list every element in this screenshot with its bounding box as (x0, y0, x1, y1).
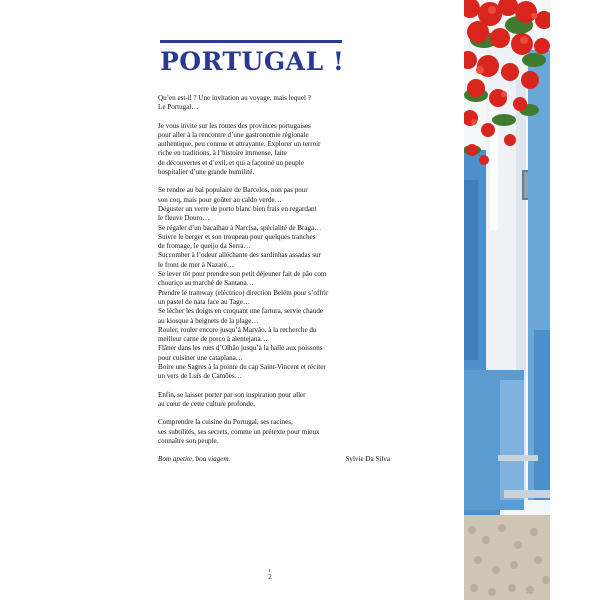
body-line: de fromage, le queijo da Serra… (158, 242, 251, 251)
body-line: Suivre le berger et son troupeau pour quelques tranches (158, 232, 316, 241)
title-block (160, 40, 345, 77)
body-line: Se rendre au bal populaire de Barcelos, non pas pour (158, 186, 308, 195)
body-text (158, 94, 390, 464)
paragraph-gap (158, 409, 390, 418)
body-line: riche en traditions, à l’histoire immense, faite (158, 149, 287, 158)
author-signature: Sylvie Da Silva (345, 455, 390, 464)
body-line: au kiosque à beignets de la plage… (158, 316, 259, 325)
street-with-bougainvillea-icon (464, 0, 550, 600)
street-photo (464, 0, 550, 600)
body-line: son coq, mais pour goûter au caldo verde… (158, 195, 282, 204)
body-line: le front de mer à Nazaré… (158, 260, 234, 269)
body-line: au cœur de cette culture profonde. (158, 399, 255, 408)
body-line: hospitalier d’une grande humilité. (158, 168, 255, 177)
body-line: Comprendre la cuisine du Portugal, ses racines, (158, 418, 293, 427)
paragraph-gap (158, 446, 390, 455)
body-line: Le Portugal… (158, 103, 199, 112)
title-rule (160, 40, 342, 43)
body-line: Boire une Sagres à la pointe du cap Saint-Vincent et réciter (158, 363, 326, 372)
body-line: pour cuisiner une cataplana… (158, 353, 243, 362)
page-title: PORTUGAL ! (160, 47, 345, 76)
paragraph-gap (158, 382, 390, 391)
body-line: Enfin, se laisser porter par son inspiration pour aller (158, 390, 306, 399)
page-number: 2 (264, 573, 276, 581)
body-line: chouriço au marché de Santana… (158, 279, 254, 288)
body-line: Prendre le tramway (eléctrico) direction Belém pour s’offrir (158, 288, 329, 297)
body-line: un pastel de nata face au Tage… (158, 297, 250, 306)
body-line: authentique, peu connue et attrayante. Explorer un terroir (158, 140, 321, 149)
body-line: un vers de Luís de Camões… (158, 372, 242, 381)
body-line: Se régaler d’un bacalhau à Narcisa, spécialité de Braga… (158, 223, 322, 232)
body-line: Rouler, rouler encore jusqu’à Marvão, à la recherche du (158, 325, 317, 334)
body-line: Se lever tôt pour prendre son petit déjeuner fait de pão com (158, 270, 327, 279)
body-line: Déguster un verre de porto blanc bien frais en regardant (158, 204, 317, 213)
body-line: de découvertes et d’exil, et qui a façonné un peuple (158, 158, 304, 167)
body-line: Se lécher les doigts en croquant une fartura, servie chaude (158, 307, 324, 316)
body-line: ses subtilités, ses secrets, comme un prétexte pour mieux (158, 427, 320, 436)
body-line: connaître son peuple. (158, 436, 219, 445)
body-line: Flâner dans les rues d’Olhão jusqu’à la halle aux poissons (158, 344, 323, 353)
body-line: Bom apetite, boa viagem. (158, 455, 231, 464)
paragraph-gap (158, 177, 390, 186)
body-line: Succomber à l’odeur alléchante des sardinhas assadas sur (158, 251, 321, 260)
body-line: meilleur carne de porco à alentejana… (158, 335, 268, 344)
body-line: Qu’en est-il ? Une invitation au voyage, mais lequel ? (158, 94, 311, 102)
body-line: le fleuve Douro… (158, 214, 210, 223)
paragraph-gap (158, 113, 390, 122)
body-line: pour aller à la rencontre d’une gastronomie régionale (158, 130, 309, 139)
body-line: Je vous invite sur les routes des provinces portugaises (158, 121, 311, 130)
